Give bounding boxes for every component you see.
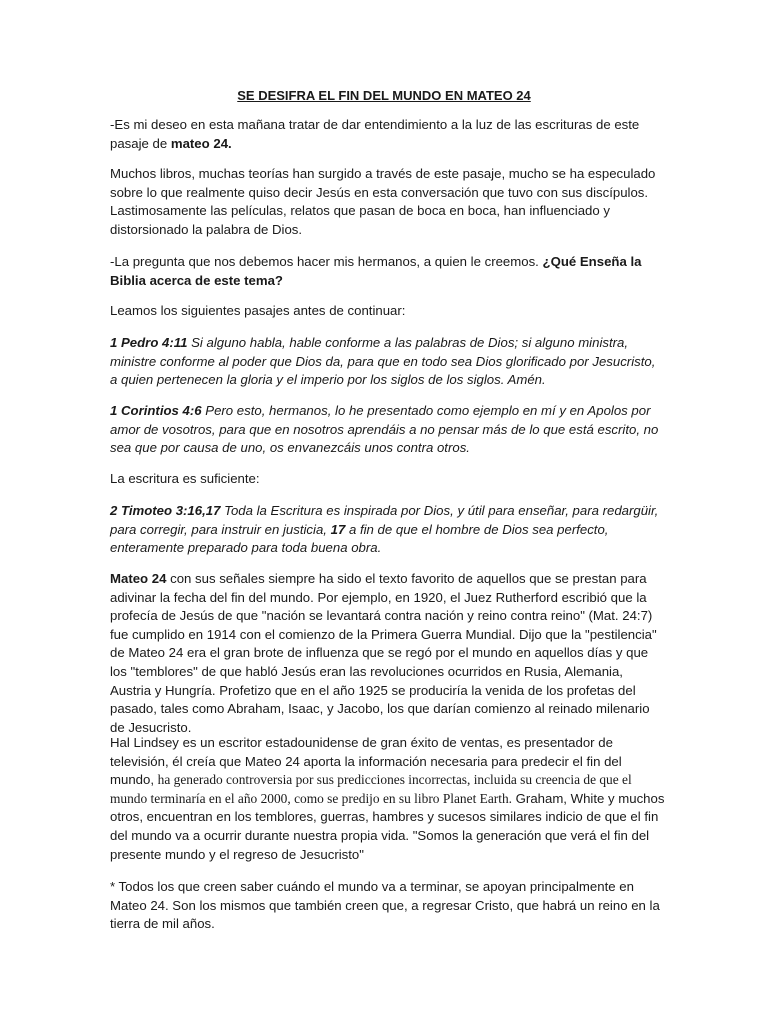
hal-lindsey-serif-text: ha generado controversia por sus predicciones incorrectas, incluida su creencia de que el mundo terminaría en el año 2000, como se predijo en su libro Planet Earth. xyxy=(110,772,632,806)
question-bold: ¿Qué Enseña la Biblia acerca de este tema? xyxy=(110,254,642,288)
paragraph-theories: Muchos libros, muchas teorías han surgido a través de este pasaje, mucho se ha especulado sobre lo que realmente quiso decir Jesús en esta conversación que tuvo con sus discípulos. Lastimosamente las películas, relatos que pasan de boca en boca, han influenciado y distorsionado la palabra de Dios. xyxy=(110,166,656,237)
paragraph-mateo-24 xyxy=(110,570,666,737)
verse-text-1-pedro: Si alguno habla, hable conforme a las palabras de Dios; si alguno ministra, ministre conforme al poder que Dios da, para que en todo sea Dios glorificado por Jesucristo, a quien pertenecen la gloria y el imperio por los siglos de los siglos. Amén. xyxy=(110,335,656,388)
paragraph-read-passages: Leamos los siguientes pasajes antes de continuar: xyxy=(110,303,406,318)
mateo-24-text: con sus señales siempre ha sido el texto favorito de aquellos que se prestan para adivinar la fecha del fin del mundo. Por ejemplo, en 1920, el Juez Rutherford escribió que la profecía de Jesús de que "nación se levantará contra nación y reino contra reino" (Mat. 24:7) fue cumplido en 1914 con el comienzo de la Primera Guerra Mundial. Dijo que la "pestilencia" de Mateo 24 era el gran brote de influenza que se regó por el mundo en aquellos días y que los "temblores" de que habló Jesús eran las revoluciones ocurridos en Rusia, Alemania, Austria y Hungría. Profetizo que en el año 1925 se produciría la venida de los profetas del pasado, tales como Abraham, Isaac, y Jacobo, los que darían comienzo al reinado milenario de Jesucristo. xyxy=(110,571,657,735)
paragraph-hal-lindsey xyxy=(110,734,666,864)
paragraph-intro xyxy=(110,116,666,153)
verse-ref-1-corintios: 1 Corintios 4:6 xyxy=(110,403,202,418)
verse-ref-1-pedro: 1 Pedro 4:11 xyxy=(110,335,188,350)
paragraph-1-pedro xyxy=(110,334,666,390)
verse-text-1-corintios: Pero esto, hermanos, lo he presentado como ejemplo en mí y en Apolos por amor de vosotros, para que en nosotros aprendáis a no pensar más de lo que está escrito, no sea que por causa de uno, os envanezcáis unos contra otros. xyxy=(110,403,659,456)
paragraph-conclusion: * Todos los que creen saber cuándo el mundo va a terminar, se apoyan principalmente en Mateo 24. Son los mismos que también creen que, a regresar Cristo, que habrá un reino en la tierra de mil años. xyxy=(110,879,660,932)
verse-ref-2-timoteo: 2 Timoteo 3:16,17 xyxy=(110,503,221,518)
paragraph-2-timoteo xyxy=(110,502,666,558)
paragraph-1-corintios xyxy=(110,402,666,458)
intro-bold: mateo 24. xyxy=(170,135,232,151)
hal-lindsey-text-a: Hal Lindsey es un escritor estadounidense de gran éxito de ventas, es presentador de televisión, él creía que Mateo 24 aporta la información necesaria para predecir el fin del mundo, xyxy=(110,735,622,788)
intro-text: -Es mi deseo en esta mañana tratar de dar entendimiento a la luz de las escrituras de este pasaje de xyxy=(110,117,640,151)
paragraph-question xyxy=(110,253,666,290)
hal-lindsey-text-b: Graham, White y muchos otros, encuentran en los temblores, guerras, hambres y sucesos similares indicio de que el fin del mundo va a ocurrir durante nuestra propia vida. "Somos la generación que verá el fin del presente mundo y el regreso de Jesucristo" xyxy=(110,790,665,862)
verse-ref-17: 17 xyxy=(330,521,346,537)
verse-text-2-timoteo-b: a fin de que el hombre de Dios sea perfecto, enteramente preparado para toda buena obra. xyxy=(110,521,609,556)
verse-text-2-timoteo-a: Toda la Escritura es inspirada por Dios, y útil para enseñar, para redargüir, para corregir, para instruir en justicia, xyxy=(110,503,659,537)
mateo-24-bold: Mateo 24 xyxy=(110,571,167,586)
paragraph-sufficient: La escritura es suficiente: xyxy=(110,471,260,486)
document-title: SE DESIFRA EL FIN DEL MUNDO EN MATEO 24 xyxy=(237,88,531,103)
question-text: -La pregunta que nos debemos hacer mis hermanos, a quien le creemos. xyxy=(110,254,543,269)
